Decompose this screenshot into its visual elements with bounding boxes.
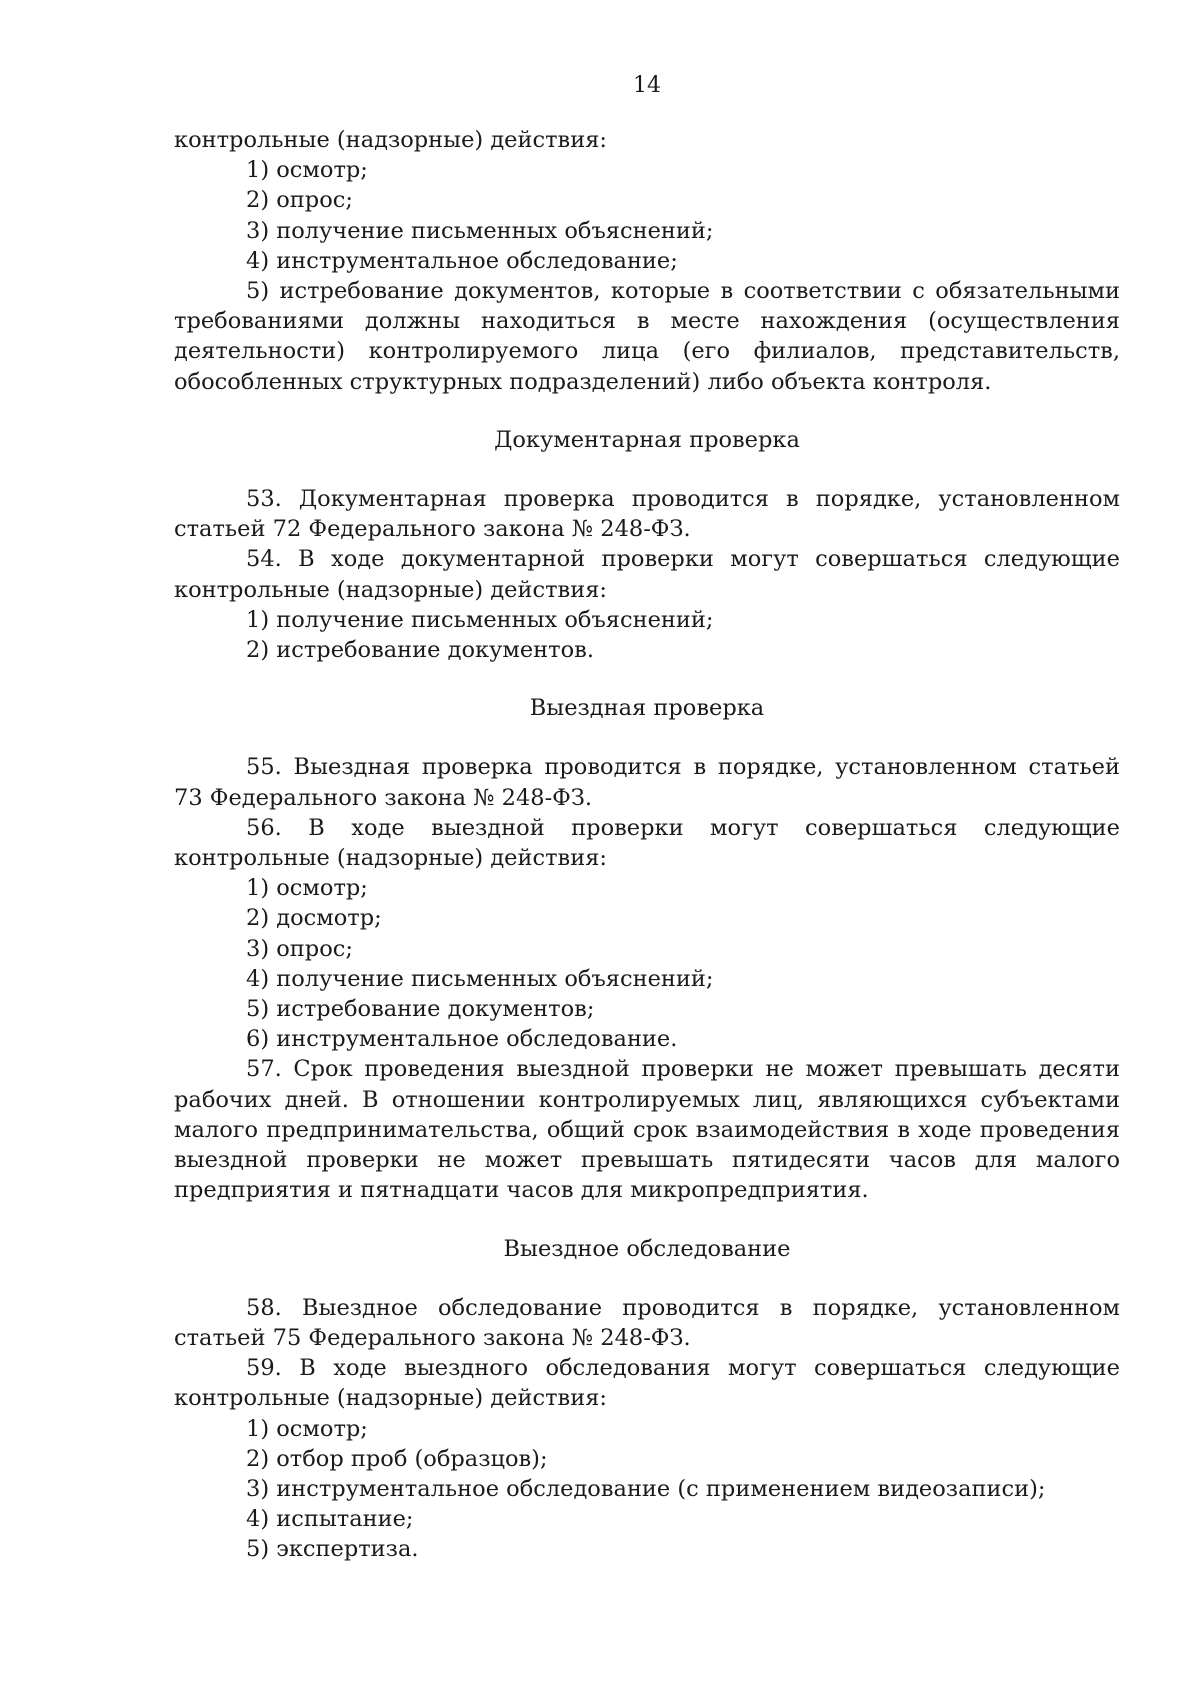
list-item: 1) осмотр; — [246, 875, 368, 902]
section-heading: Документарная проверка — [494, 426, 800, 453]
paragraph: 54. В ходе документарной проверки могут совершаться следующие контрольные (надзорные) действия: — [174, 546, 1120, 603]
paragraph: 55. Выездная проверка проводится в порядке, установленном статьей 73 Федерального закона № 248-ФЗ. — [174, 754, 1120, 811]
list-item: 3) опрос; — [246, 935, 353, 962]
paragraph: 57. Срок проведения выездной проверки не может превышать десяти рабочих дней. В отношении контролируемых лиц, являющихся субъектами малого предпринимательства, общий срок взаимодействия в ходе проведения выездной проверки не может превышать пятидесяти часов для малого предприятия и пятнадцати часов для микропредприятия. — [174, 1056, 1120, 1204]
document-body — [174, 125, 1120, 1565]
paragraph: 58. Выездное обследование проводится в порядке, установленном статьей 75 Федерального закона № 248-ФЗ. — [174, 1294, 1120, 1351]
paragraph: 53. Документарная проверка проводится в порядке, установленном статьей 72 Федерального закона № 248-ФЗ. — [174, 486, 1120, 543]
list-item: 1) осмотр; — [246, 1415, 368, 1442]
list-item: 2) истребование документов. — [246, 637, 594, 664]
list-item: 1) осмотр; — [246, 157, 368, 184]
list-item: 5) экспертиза. — [246, 1536, 419, 1563]
paragraph: 5) истребование документов, которые в соответствии с обязательными требованиями должны находиться в месте нахождения (осуществления деятельности) контролируемого лица (его филиалов, представительств, обособленных структурных подразделений) либо объекта контроля. — [174, 278, 1120, 395]
list-item: 2) отбор проб (образцов); — [246, 1445, 548, 1472]
list-item: 6) инструментальное обследование. — [246, 1026, 678, 1053]
paragraph: 56. В ходе выездной проверки могут совершаться следующие контрольные (надзорные) действия: — [174, 814, 1120, 872]
list-item: 5) истребование документов; — [246, 996, 595, 1023]
continuation-text: контрольные (надзорные) действия: — [174, 127, 607, 153]
list-item: 3) инструментальное обследование (с применением видеозаписи); — [246, 1475, 1046, 1502]
section-heading: Выездное обследование — [503, 1235, 791, 1262]
paragraph: 59. В ходе выездного обследования могут совершаться следующие контрольные (надзорные) действия: — [174, 1355, 1120, 1412]
list-item: 4) инструментальное обследование; — [246, 247, 678, 274]
list-item: 2) досмотр; — [246, 905, 382, 932]
list-item: 4) получение письменных объяснений; — [246, 965, 714, 992]
page-number: 14 — [633, 73, 661, 98]
list-item: 4) испытание; — [246, 1506, 414, 1533]
list-item: 2) опрос; — [246, 187, 353, 214]
list-item: 1) получение письменных объяснений; — [246, 606, 714, 633]
section-heading: Выездная проверка — [529, 695, 765, 722]
list-item: 3) получение письменных объяснений; — [246, 217, 714, 244]
